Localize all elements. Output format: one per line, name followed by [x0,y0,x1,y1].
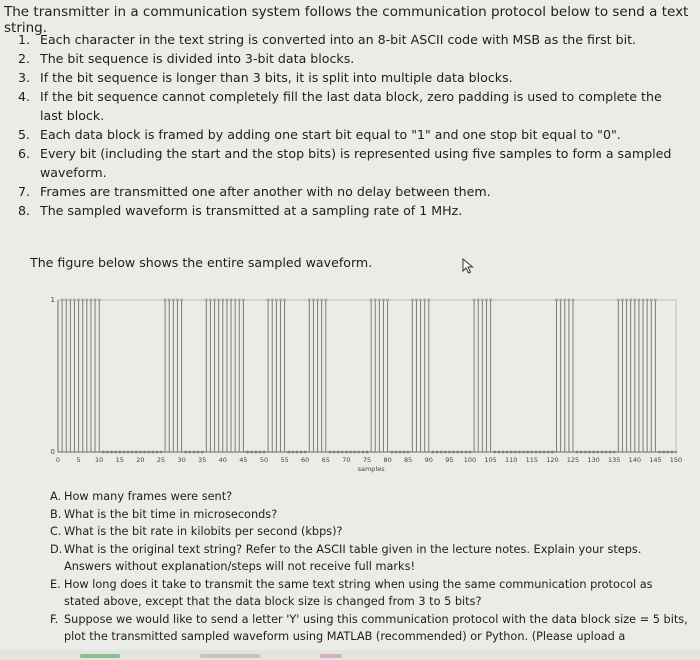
question-label: C. [50,525,62,538]
question-item [50,523,690,541]
x-tick-label: 95 [445,456,454,464]
x-axis-label: samples [357,465,385,473]
x-tick-label: 40 [218,456,227,464]
step-number: 4. [18,89,31,104]
x-tick-label: 10 [95,456,104,464]
bottom-toolbar-strip [0,650,700,660]
x-tick-label: 25 [156,456,166,464]
x-tick-label: 80 [383,456,392,464]
question-item [50,576,690,611]
intro-text: The transmitter in a communication system follows the communication protocol below to send a text string. [4,4,689,36]
x-tick-label: 90 [424,456,433,464]
x-tick-label: 45 [239,456,248,464]
question-item [50,611,690,646]
sampled-waveform-chart [48,288,688,478]
toolbar-indicator [80,654,120,658]
x-tick-label: 115 [525,456,539,464]
x-tick-label: 65 [321,456,330,464]
question-label: A. [50,490,62,503]
protocol-step [18,125,678,144]
y-tick-label: 0 [50,448,55,456]
x-tick-label: 100 [463,456,477,464]
protocol-steps [18,30,678,220]
step-text: Every bit (including the start and the stop bits) is represented using five samples to form a sampled waveform. [40,146,672,180]
x-tick-label: 70 [342,456,351,464]
x-tick-label: 15 [115,456,124,464]
step-text: If the bit sequence cannot completely fill the last data block, zero padding is used to complete the last block. [40,89,662,123]
question-label: E. [50,577,61,591]
protocol-step [18,87,678,125]
question-text: What is the original text string? Refer to the ASCII table given in the lecture notes. Explain your steps. Answers without explanation/steps will not receive full marks! [64,542,642,573]
x-tick-label: 35 [198,456,207,464]
x-tick-label: 120 [546,456,559,464]
question-label: F. [50,612,59,626]
protocol-step [18,49,678,68]
question-text: How many frames were sent? [64,490,233,503]
step-number: 3. [18,70,31,85]
step-number: 6. [18,146,31,161]
step-number: 5. [18,127,31,142]
x-tick-label: 5 [76,456,81,464]
protocol-step [18,30,678,49]
question-text: Suppose we would like to send a letter 'Y' using this communication protocol with the data block size = 5 bits, plot the transmitted sampled waveform using MATLAB (recommended) or Python. (Please upload a [64,612,688,643]
figure-caption: The figure below shows the entire sampled waveform. [30,255,373,270]
question-item [50,541,690,576]
step-number: 1. [18,32,31,47]
x-tick-label: 140 [628,456,642,464]
step-number: 8. [18,203,31,218]
x-tick-label: 75 [362,456,372,464]
step-text: Frames are transmitted one after another with no delay between them. [40,184,491,199]
x-tick-label: 125 [566,456,580,464]
question-text: What is the bit rate in kilobits per second (kbps)? [64,525,343,538]
question-label: B. [50,507,62,521]
protocol-step [18,68,678,87]
question-text: How long does it take to transmit the same text string when using the same communication protocol as stated above, except that the data block size is changed from 3 to 5 bits? [64,577,653,608]
step-number: 2. [18,51,31,66]
x-tick-label: 130 [587,456,600,464]
x-tick-label: 145 [649,456,662,464]
protocol-step [18,144,678,182]
step-text: Each data block is framed by adding one start bit equal to "1" and one stop bit equal to "0". [40,127,621,142]
step-text: Each character in the text string is converted into an 8-bit ASCII code with MSB as the first bit. [40,32,637,47]
question-item [50,488,690,506]
x-tick-label: 0 [55,456,61,464]
x-tick-label: 30 [177,456,186,464]
x-tick-label: 20 [136,456,145,464]
step-text: The bit sequence is divided into 3-bit data blocks. [40,51,355,66]
question-item [50,506,690,524]
protocol-step [18,182,678,201]
toolbar-indicator [200,654,260,658]
step-text: The sampled waveform is transmitted at a sampling rate of 1 MHz. [40,203,463,218]
x-tick-label: 110 [504,456,518,464]
x-tick-label: 50 [259,456,269,464]
toolbar-indicator [320,654,342,658]
x-tick-label: 55 [280,456,289,464]
protocol-step [18,201,678,220]
x-tick-label: 85 [404,456,413,464]
mouse-pointer-icon [462,258,474,274]
step-number: 7. [18,184,31,199]
x-tick-label: 60 [301,456,310,464]
y-tick-label: 1 [50,296,55,304]
question-list [50,488,690,646]
question-text: What is the bit time in microseconds? [64,507,278,521]
x-tick-label: 105 [484,456,497,464]
question-label: D. [50,542,63,556]
x-tick-label: 135 [607,456,621,464]
step-text: If the bit sequence is longer than 3 bits, it is split into multiple data blocks. [40,70,513,85]
x-tick-label: 150 [669,456,683,464]
